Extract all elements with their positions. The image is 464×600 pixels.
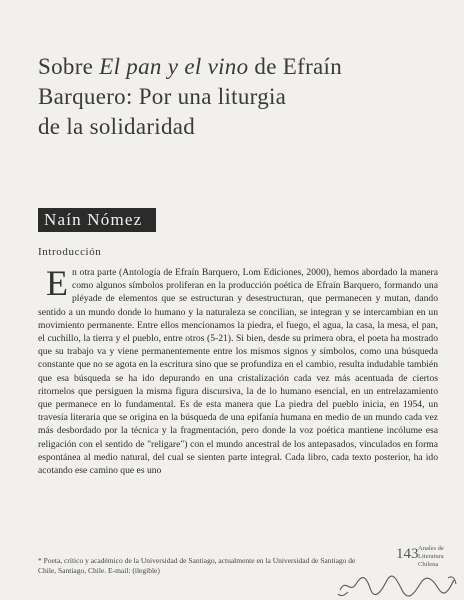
title-line-3: de la solidaridad [38,114,196,139]
footnote: * Poeta, crítico y académico de la Universidad de Santiago, actualmente en la Universidad de Santiago de Chile, Santiago, Chile. E-mail: (ilegible) [38,556,356,575]
page-number: 143 [396,546,419,562]
title-prefix: Sobre [38,54,100,79]
section-heading: Introducción [38,246,102,258]
journal-info [418,545,462,569]
title-suffix: de Efraín [248,54,343,79]
journal-line: Anales de [418,545,444,552]
drop-cap: E [46,263,68,303]
title-line-1 [38,52,448,82]
title-line-2: Barquero: Por una liturgia [38,84,287,109]
body-paragraph: n otra parte (Antología de Efraín Barquero, Lom Ediciones, 2000), hemos abordado la manera como algunos símbolos proliferan en la producción poética de Efraín Barquero, formando una pléyade de elementos que se estructuran y desestructuran, que permanecen y mutan, dando sentido a un mundo donde lo humano y la naturaleza se concilian, se integran y se intercambian en un movimiento permanente. Entre ellos mencionamos la piedra, el fuego, el agua, la casa, la mesa, el pan, el cuchillo, la tierra y el pueblo, entre otros (5-21). Si bien, desde su primera obra, el poeta ha mostrado que su trabajo va y viene permanentemente entre los mismos signos y símbolos, como una búsqueda constante que no se agota en la escritura sino que se profundiza en el cambio, resulta indudable también que esa búsqueda se ha ido depurando en una cristalización cada vez más acentuada de ciertos ritornelos que persiguen la misma figura discursiva, la de lo humano esencial, en un entrelazamiento que permanece en lo fundamental. Es de esta manera que La piedra del pueblo inicia, en 1954, un travesía literaria que se origina en la búsqueda de una epifanía humana en medio de un mundo cada vez más desbordado por la técnica y la fragmentación, pero donde la voz poética mantiene incólume esa religación con el sentido de "religare") con el mundo ancestral de los antepasados, vinculados en forma espontánea al medio natural, del cual se sienten parte integral. Cada libro, cada texto posterior, ha ido acotando ese camino que es uno [38,267,438,477]
handwritten-signature [336,572,458,598]
title-book-italic: El pan y el vino [99,54,249,79]
journal-line: Literatura [418,553,444,560]
author-name: Naín Nómez [44,210,143,229]
author-bar [38,208,156,232]
article-title [38,52,448,142]
journal-line: Chilena [418,561,439,568]
body-text [38,263,438,477]
